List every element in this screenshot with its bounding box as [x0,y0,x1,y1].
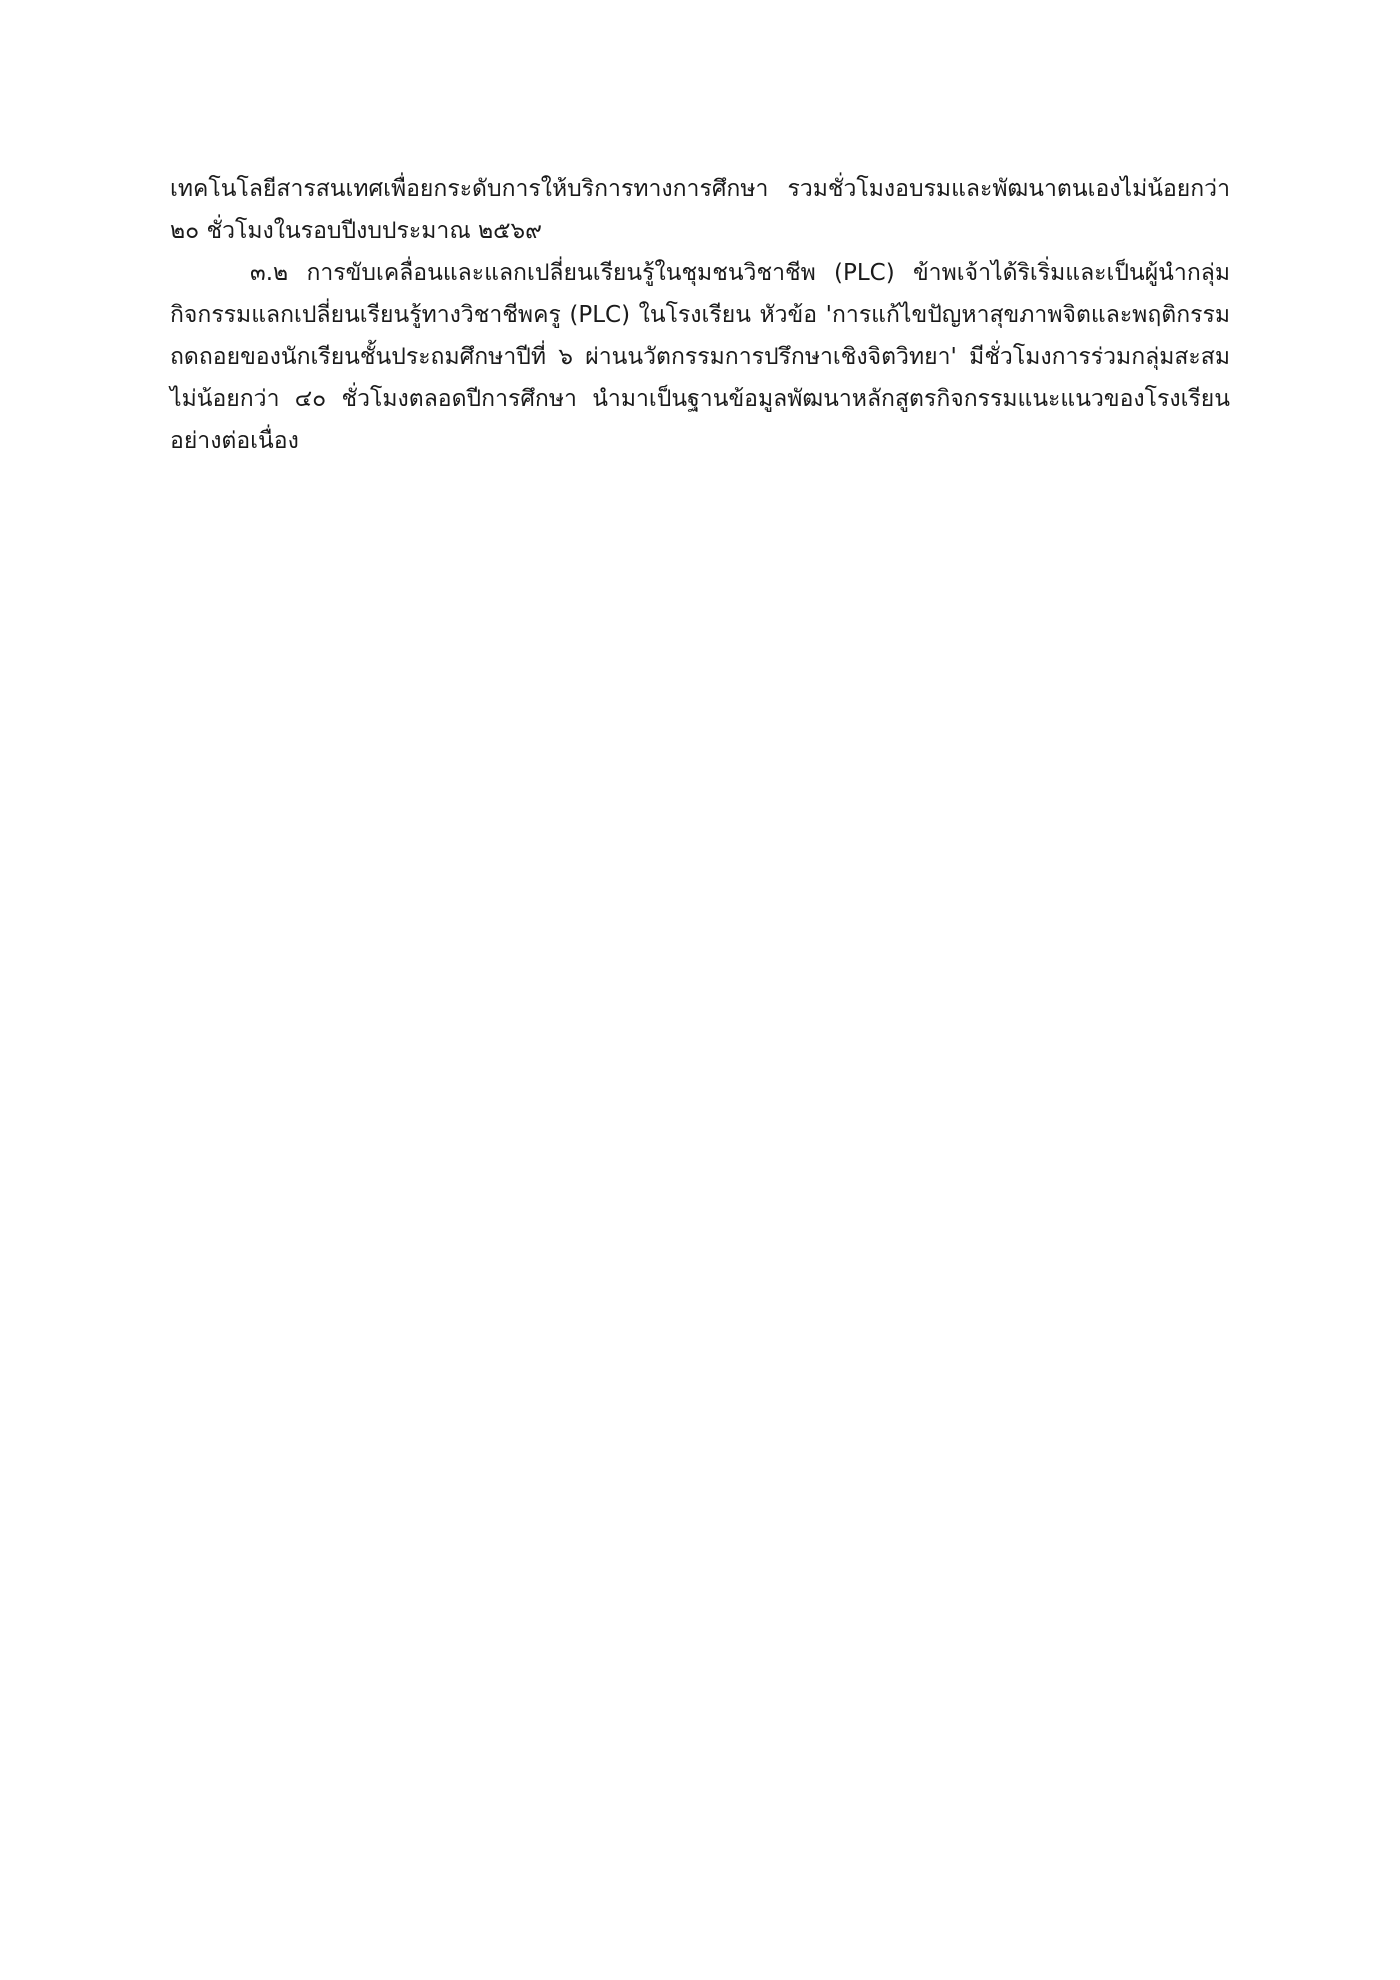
paragraph-line: กิจกรรมแลกเปลี่ยนเรียนรู้ทางวิชาชีพครู (PLC) ในโรงเรียน หัวข้อ 'การแก้ไขปัญหาสุขภาพจิตและพฤติกรรม [170,302,1230,328]
paragraph-line: ๓.๒ การขับเคลื่อนและแลกเปลี่ยนเรียนรู้ในชุมชนวิชาชีพ (PLC) ข้าพเจ้าได้ริเริ่มและเป็นผู้นำกลุ่ม [250,260,1230,286]
paragraph-line: ถดถอยของนักเรียนชั้นประถมศึกษาปีที่ ๖ ผ่านนวัตกรรมการปรึกษาเชิงจิตวิทยา' มีชั่วโมงการร่วมกลุ่มสะสม [170,344,1230,370]
paragraph-line: ไม่น้อยกว่า ๔๐ ชั่วโมงตลอดปีการศึกษา นำมาเป็นฐานข้อมูลพัฒนาหลักสูตรกิจกรรมแนะแนวของโรงเรียน [170,386,1230,412]
paragraph-2 [170,252,1230,462]
paragraph-line: ๒๐ ชั่วโมงในรอบปีงบประมาณ ๒๕๖๙ [170,218,542,244]
paragraph-line: อย่างต่อเนื่อง [170,428,299,454]
paragraph-1 [170,168,1230,252]
body-text [170,168,1230,462]
paragraph-line: เทคโนโลยีสารสนเทศเพื่อยกระดับการให้บริการทางการศึกษา รวมชั่วโมงอบรมและพัฒนาตนเองไม่น้อยกว่า [170,176,1230,202]
